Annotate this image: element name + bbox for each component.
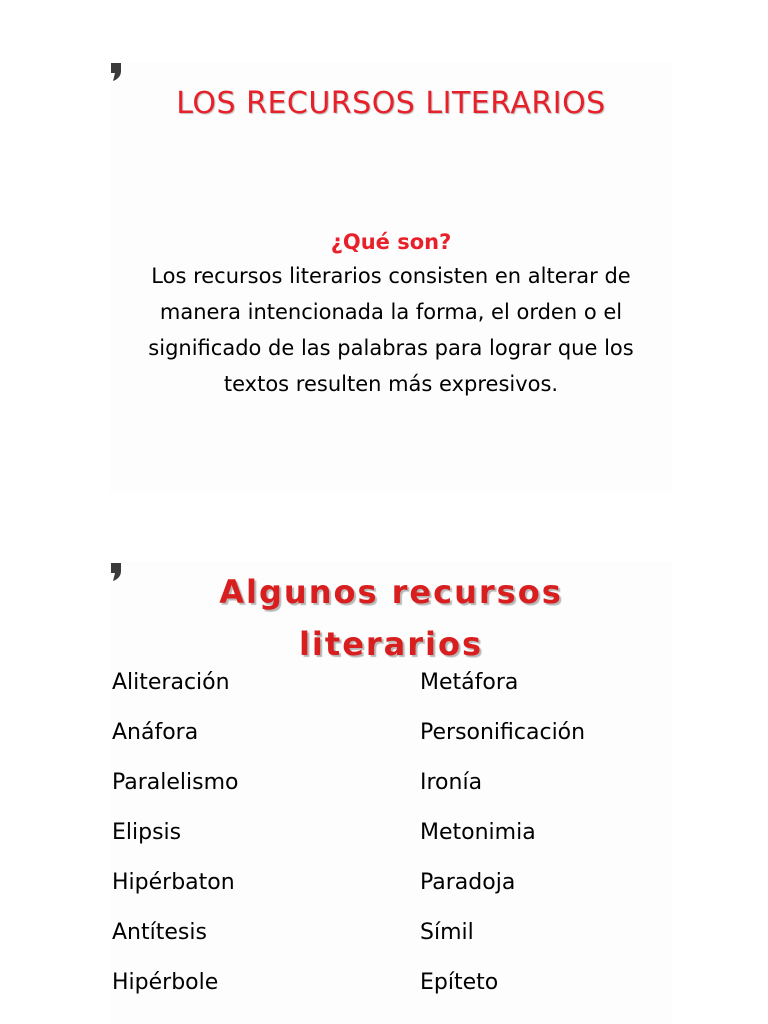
section-subtitle: ¿Qué son? [330,230,452,254]
list-row [112,820,672,870]
list-item: Antítesis [112,920,207,945]
slide-title-line: literarios [298,625,484,663]
list-item: Hipérbole [112,970,219,995]
comma-bullet-icon [110,62,122,82]
list-item: Epíteto [420,970,499,995]
list-item: Personificación [420,720,586,745]
slide-title [110,566,672,670]
slide-1 [110,62,672,492]
list-row [112,770,672,820]
literary-devices-list [112,670,672,1020]
list-item: Metonimia [420,820,536,845]
definition-paragraph [104,258,678,402]
list-item: Paradoja [420,870,516,895]
list-item: Hipérbaton [112,870,235,895]
slide-title-line: Algunos recursos [219,573,563,611]
list-item: Elipsis [112,820,182,845]
list-item: Paralelismo [112,770,239,795]
list-item: Anáfora [112,720,199,745]
list-item: Símil [420,920,474,945]
list-row [112,870,672,920]
definition-line: textos resulten más expresivos. [223,372,559,396]
slide-title: LOS RECURSOS LITERARIOS [176,86,606,121]
slide-2 [110,562,672,1024]
list-item: Aliteración [112,670,230,695]
definition-line: Los recursos literarios consisten en alterar de [151,264,631,288]
list-row [112,670,672,720]
definition-line: manera intencionada la forma, el orden o el [159,300,623,324]
list-row [112,720,672,770]
list-row [112,920,672,970]
list-row [112,970,672,1020]
list-item: Metáfora [420,670,519,695]
definition-line: significado de las palabras para lograr que los [148,336,634,360]
list-item: Ironía [420,770,483,795]
